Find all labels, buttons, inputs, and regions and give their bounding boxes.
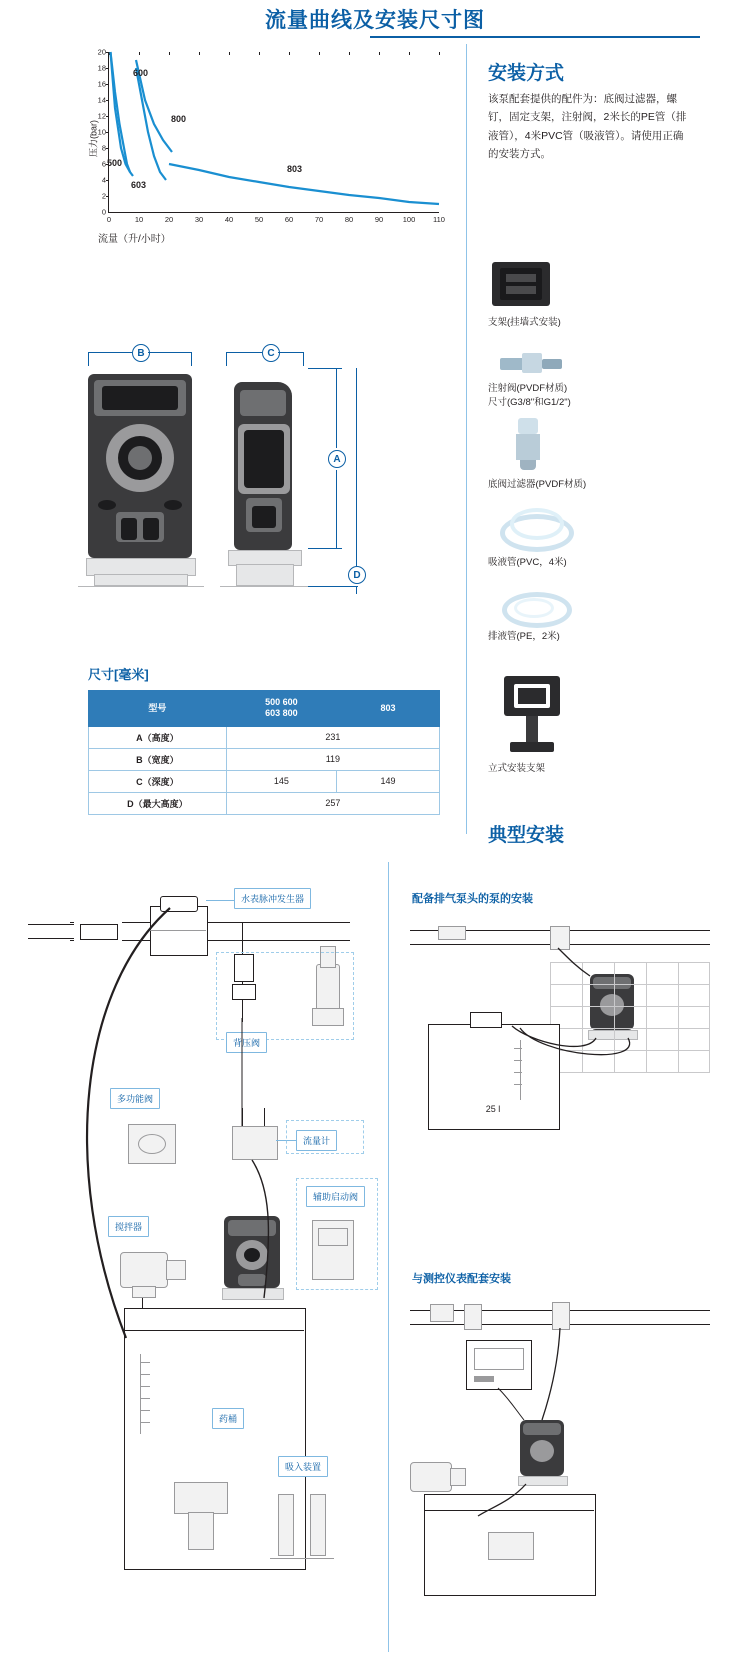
chart-x-axis-label: 流量（升/小时） bbox=[98, 234, 171, 245]
sub-title-degassing-pump: 配备排气泵头的泵的安装 bbox=[412, 893, 533, 905]
column-divider-bottom bbox=[388, 862, 389, 1652]
injection-valve-image bbox=[500, 348, 564, 378]
dimension-marker-b: B bbox=[132, 344, 150, 362]
callout-priming-valve: 辅助启动阀 bbox=[306, 1186, 365, 1207]
foot-valve-filter-image bbox=[510, 418, 550, 472]
pump-dimension-drawings bbox=[60, 347, 460, 640]
table-header-group1-line1: 500 600 bbox=[265, 697, 298, 707]
discharge-tube-image bbox=[502, 588, 564, 624]
chart-xtick: 80 bbox=[344, 215, 354, 224]
row-value-c-group1: 145 bbox=[226, 770, 336, 792]
chart-xtick: 20 bbox=[164, 215, 174, 224]
chart-ytick: 18 bbox=[97, 63, 106, 73]
chart-ytick: 12 bbox=[97, 111, 106, 121]
chart-ytick: 0 bbox=[101, 207, 106, 217]
callout-back-pressure-valve: 背压阀 bbox=[226, 1032, 267, 1053]
chart-xtick: 50 bbox=[254, 215, 264, 224]
chart-curves bbox=[109, 52, 439, 212]
callout-chemical-tank: 药桶 bbox=[212, 1408, 244, 1429]
chart-xtick: 30 bbox=[194, 215, 204, 224]
callout-mixer: 搅拌器 bbox=[108, 1216, 149, 1237]
chart-xtick: 10 bbox=[134, 215, 144, 224]
chart-ytick: 2 bbox=[101, 191, 106, 201]
chart-series-label-600: 600 bbox=[133, 68, 149, 78]
chart-ytick: 6 bbox=[101, 159, 106, 169]
callout-suction-device: 吸入装置 bbox=[278, 1456, 328, 1477]
accessory-caption-bracket: 支架(挂墙式安装) bbox=[488, 317, 561, 328]
canister-volume-label: 25 l bbox=[485, 1104, 501, 1114]
row-label-a: A（高度） bbox=[89, 726, 227, 748]
row-value-d: 257 bbox=[226, 792, 439, 814]
chart-series-label-500: 500 bbox=[107, 158, 123, 168]
typical-install-diagram-main bbox=[20, 868, 380, 1658]
chart-ytick: 10 bbox=[97, 127, 106, 137]
table-header-group1-line2: 603 800 bbox=[265, 708, 298, 719]
degassing-hoses bbox=[400, 916, 730, 1146]
floor-stand-image bbox=[500, 676, 564, 756]
chart-xtick: 100 bbox=[402, 215, 416, 224]
row-label-d: D（最大高度） bbox=[89, 792, 227, 814]
chart-ytick: 20 bbox=[97, 47, 106, 57]
table-header-group1 bbox=[226, 691, 336, 727]
row-label-c: C（深度） bbox=[89, 770, 227, 792]
table-header-row bbox=[89, 691, 440, 727]
chart-ytick: 16 bbox=[97, 79, 106, 89]
table-row bbox=[89, 792, 440, 814]
row-value-c-group2: 149 bbox=[337, 770, 440, 792]
sub-title-controller: 与测控仪表配套安装 bbox=[412, 1273, 511, 1285]
typical-install-diagram-controller bbox=[400, 1296, 730, 1596]
column-divider-top bbox=[466, 44, 467, 834]
accessory-caption-line2: 尺寸(G3/8"和G1/2") bbox=[488, 396, 571, 408]
install-method-title: 安装方式 bbox=[488, 63, 565, 84]
chart-ytick: 8 bbox=[101, 143, 106, 153]
chart-xtick: 60 bbox=[284, 215, 294, 224]
accessory-caption-injection-valve bbox=[488, 382, 678, 410]
chart-series-label-603: 603 bbox=[131, 180, 147, 190]
dimensions-title: 尺寸[毫米] bbox=[88, 667, 149, 682]
callout-water-meter: 水表脉冲发生器 bbox=[234, 888, 311, 909]
callout-flow-meter: 流量计 bbox=[296, 1130, 337, 1151]
accessory-caption-foot-valve: 底阀过滤器(PVDF材质) bbox=[488, 479, 587, 490]
accessory-caption-line1: 注射阀(PVDF材质) bbox=[488, 383, 568, 394]
pump-side-view bbox=[226, 368, 306, 588]
callout-multifunction-valve: 多功能阀 bbox=[110, 1088, 160, 1109]
page-title: 流量曲线及安装尺寸图 bbox=[265, 9, 485, 32]
flow-curve-chart bbox=[60, 44, 460, 259]
chart-xtick: 40 bbox=[224, 215, 234, 224]
table-row bbox=[89, 770, 440, 792]
row-label-b: B（宽度） bbox=[89, 748, 227, 770]
suction-hose-curve bbox=[20, 868, 380, 1648]
chart-xtick: 0 bbox=[106, 215, 112, 224]
chart-plot-area bbox=[97, 47, 445, 224]
table-header-model: 型号 bbox=[89, 691, 227, 727]
dimensions-table bbox=[88, 690, 440, 815]
accessory-caption-suction-tube: 吸液管(PVC，4米) bbox=[488, 557, 567, 568]
typical-install-title: 典型安装 bbox=[488, 825, 565, 846]
pump-front-view bbox=[88, 368, 192, 588]
table-row bbox=[89, 748, 440, 770]
accessory-caption-floor-stand: 立式安装支架 bbox=[488, 763, 546, 774]
accessory-caption-discharge-tube: 排液管(PE，2米) bbox=[488, 631, 560, 642]
bracket-image bbox=[492, 262, 552, 310]
title-underline bbox=[370, 36, 700, 38]
suction-tube-image bbox=[500, 508, 566, 548]
row-value-a: 231 bbox=[226, 726, 439, 748]
dimension-marker-a: A bbox=[328, 450, 346, 468]
install-method-text: 该泵配套提供的配件为：底阀过滤器，螺钉，固定支架，注射阀，2米长的PE管（排液管），4米PVC管（吸液管）。请使用正确的安装方式。 bbox=[488, 93, 687, 161]
row-value-b: 119 bbox=[226, 748, 439, 770]
chart-ytick: 4 bbox=[101, 175, 106, 185]
typical-install-diagram-degassing bbox=[400, 916, 730, 1146]
table-header-group2: 803 bbox=[337, 691, 440, 727]
chart-series-label-800: 800 bbox=[171, 114, 187, 124]
dimension-marker-d: D bbox=[348, 566, 366, 584]
chart-y-axis-label: 压力(bar) bbox=[88, 120, 99, 158]
controller-hoses bbox=[400, 1296, 730, 1596]
chart-series-label-803: 803 bbox=[287, 164, 303, 174]
dimension-marker-c: C bbox=[262, 344, 280, 362]
chart-ytick: 14 bbox=[97, 95, 106, 105]
chart-xtick: 110 bbox=[433, 215, 445, 224]
chart-xtick: 70 bbox=[314, 215, 324, 224]
table-row bbox=[89, 726, 440, 748]
chart-xtick: 90 bbox=[374, 215, 384, 224]
